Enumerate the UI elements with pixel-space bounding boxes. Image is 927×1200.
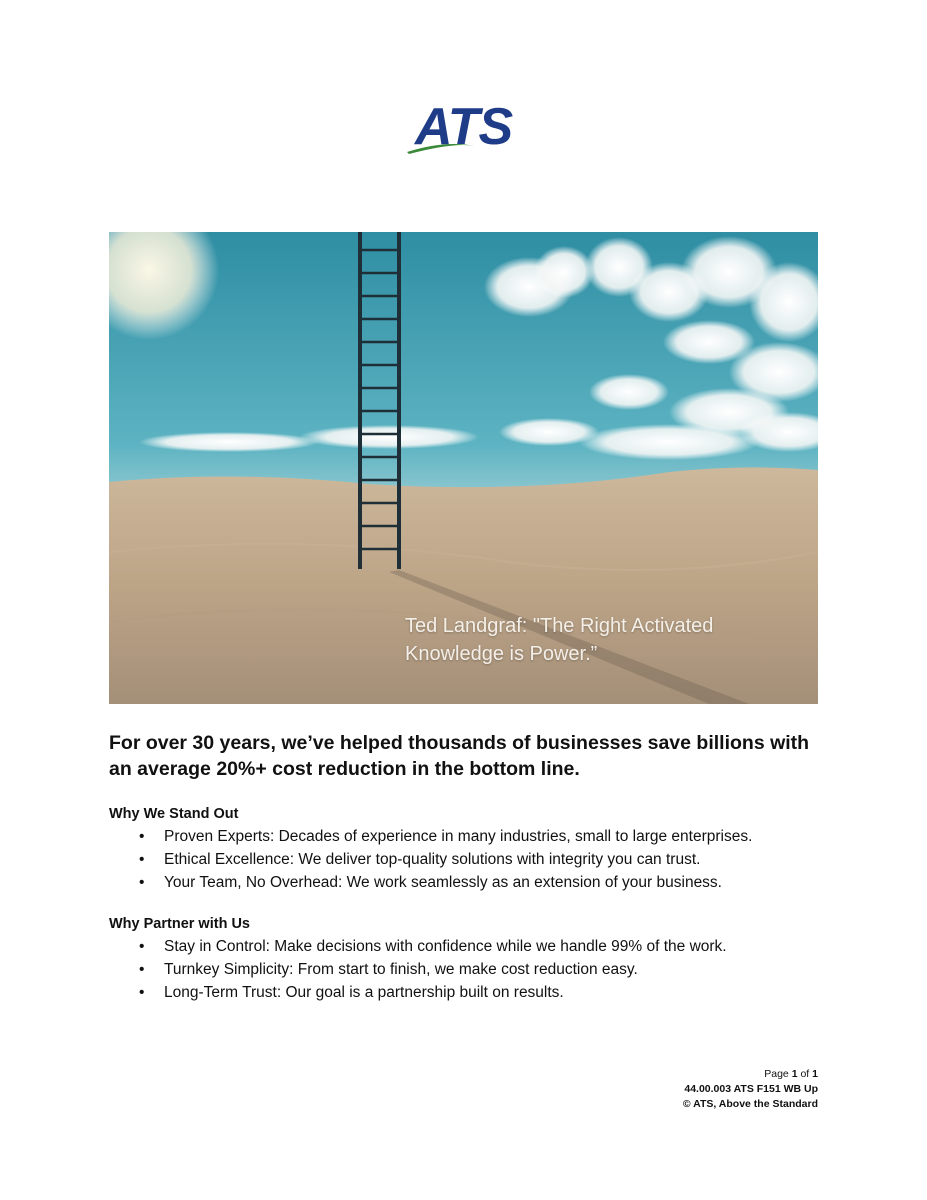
bullet-icon: • — [139, 828, 145, 845]
bullet-list — [109, 935, 829, 1004]
copyright: © ATS, Above the Standard — [682, 1098, 818, 1110]
list-item-text: Turnkey Simplicity: From start to finish, we make cost reduction easy. — [164, 961, 638, 978]
bullet-icon: • — [139, 938, 145, 955]
list-item-text: Ethical Excellence: We deliver top-quality solutions with integrity you can trust. — [164, 851, 701, 868]
bullet-icon: • — [139, 874, 145, 891]
bullet-icon: • — [139, 961, 145, 978]
hero-image — [109, 232, 818, 704]
bullet-list — [109, 825, 829, 894]
headline: For over 30 years, we’ve helped thousands of businesses save billions with an average 20%+ cost reduction in the bottom line. — [109, 732, 810, 780]
bullet-icon: • — [139, 851, 145, 868]
hero-quote-line-1: Ted Landgraf: "The Right Activated — [405, 615, 714, 637]
page-label: Page — [764, 1068, 789, 1080]
bullet-icon: • — [139, 984, 145, 1001]
list-item — [109, 935, 829, 958]
ats-logo — [405, 96, 517, 158]
why-partner-section — [109, 913, 829, 1004]
list-item-text: Your Team, No Overhead: We work seamlessly as an extension of your business. — [164, 874, 722, 891]
list-item — [109, 825, 829, 848]
list-item-text: Long-Term Trust: Our goal is a partnership built on results. — [164, 984, 564, 1001]
hero-quote-line-2: Knowledge is Power.” — [405, 643, 598, 665]
list-item-text: Stay in Control: Make decisions with confidence while we handle 99% of the work. — [164, 938, 727, 955]
section-title: Why Partner with Us — [109, 916, 250, 932]
list-item — [109, 848, 829, 871]
hero-quote — [405, 612, 785, 668]
page-current: 1 — [791, 1068, 798, 1080]
why-we-stand-out-section — [109, 803, 829, 894]
list-item — [109, 871, 829, 894]
list-item-text: Proven Experts: Decades of experience in many industries, small to large enterprises. — [164, 828, 753, 845]
logo-text: ATS — [415, 98, 513, 156]
page-footer — [683, 1067, 818, 1112]
page-total: 1 — [812, 1068, 818, 1080]
section-title: Why We Stand Out — [109, 806, 239, 822]
list-item — [109, 981, 829, 1004]
list-item — [109, 958, 829, 981]
page-number — [683, 1067, 818, 1082]
doc-code: 44.00.003 ATS F151 WB Up — [684, 1083, 818, 1095]
page-of: of — [800, 1068, 810, 1080]
